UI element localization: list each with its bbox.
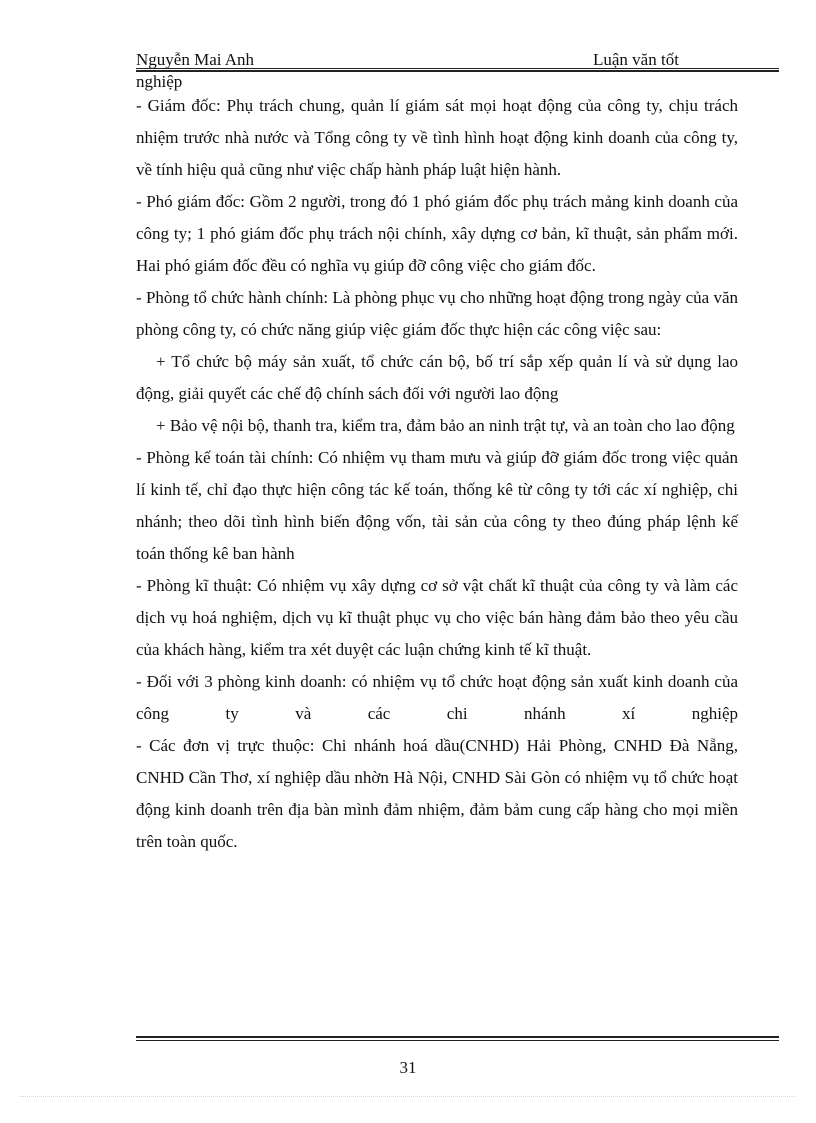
header-rule (136, 68, 779, 72)
paragraph-accounting-department: - Phòng kế toán tài chính: Có nhiệm vụ tham mưu và giúp đỡ giám đốc trong việc quản lí kinh tế, chỉ đạo thực hiện công tác kế toán, thống kê từ công ty tới các xí nghiệp, chi nhánh; theo dõi tình hình biến động vốn, tài sản của công ty theo đúng pháp lệnh kế toán thống kê ban hành (136, 448, 738, 563)
paragraph-subsidiary-units: - Các đơn vị trực thuộc: Chi nhánh hoá dầu(CNHD) Hải Phòng, CNHD Đà Nẵng, CNHD Cần Thơ, xí nghiệp dầu nhờn Hà Nội, CNHD Sài Gòn có nhiệm vụ tổ chức hoạt động kinh doanh trên địa bàn mình đảm nhiệm, đảm bảm cung cấp hàng cho mọi miền trên toàn quốc. (136, 736, 738, 851)
paragraph-admin-task-1: + Tổ chức bộ máy sản xuất, tổ chức cán bộ, bố trí sắp xếp quản lí và sử dụng lao động, giải quyết các chế độ chính sách đối với người lao động (136, 352, 738, 403)
paragraph-business-departments: - Đối với 3 phòng kinh doanh: có nhiệm vụ tổ chức hoạt động sản xuất kinh doanh của công ty và các chi nhánh xí nghiệp (136, 672, 738, 723)
header-title: Luận văn tốt (593, 50, 679, 69)
page-bottom-divider (20, 1096, 796, 1097)
page-number: 31 (399, 1058, 417, 1077)
footer-rule (136, 1036, 779, 1041)
header-title-continuation: nghiệp (136, 72, 183, 91)
body-text (136, 90, 738, 858)
paragraph-admin-department: - Phòng tổ chức hành chính: Là phòng phục vụ cho những hoạt động trong ngày của văn phòng công ty, có chức năng giúp việc giám đốc thực hiện các công việc sau: (136, 288, 738, 339)
paragraph-technical-department: - Phòng kĩ thuật: Có nhiệm vụ xây dựng cơ sở vật chất kĩ thuật của công ty và làm các dịch vụ hoá nghiệm, dịch vụ kĩ thuật phục vụ cho việc bán hàng đảm bảo theo yêu cầu của khách hàng, kiểm tra xét duyệt các luận chứng kinh tế kĩ thuật. (136, 576, 738, 659)
paragraph-deputy-director: - Phó giám đốc: Gồm 2 người, trong đó 1 phó giám đốc phụ trách mảng kinh doanh của công ty; 1 phó giám đốc phụ trách nội chính, xây dựng cơ bản, kĩ thuật, sản phẩm mới. Hai phó giám đốc đều có nghĩa vụ giúp đỡ công việc cho giám đốc. (136, 192, 738, 275)
paragraph-director: - Giám đốc: Phụ trách chung, quản lí giám sát mọi hoạt động của công ty, chịu trách nhiệm trước nhà nước và Tổng công ty về tình hình hoạt động kinh doanh của công ty, về tính hiệu quả cũng như việc chấp hành pháp luật hiện hành. (136, 96, 738, 179)
paragraph-admin-task-2: + Bảo vệ nội bộ, thanh tra, kiểm tra, đảm bảo an ninh trật tự, và an toàn cho lao động (156, 416, 735, 435)
header-author: Nguyễn Mai Anh (136, 50, 255, 69)
